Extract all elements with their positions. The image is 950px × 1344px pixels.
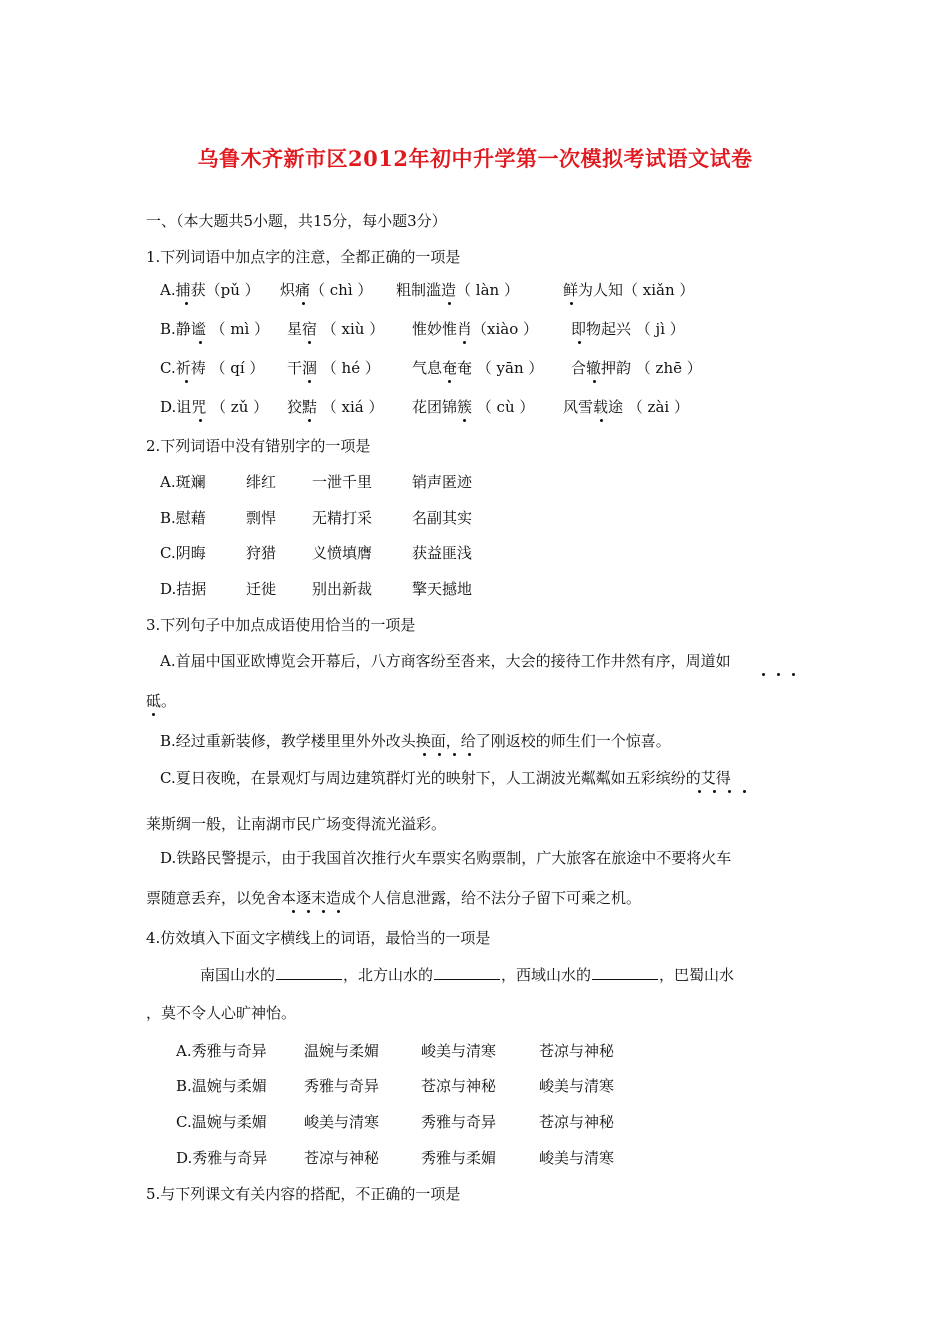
fill-blank [434,964,500,980]
option-term: B.慰藉 [160,509,206,527]
emphasis-dot [448,380,451,383]
option-term: B.静谧 （ mì ） [160,320,270,338]
question-3-stem: 3.下列句子中加点成语使用恰当的一项是 [146,616,416,634]
option-term: 剽悍 [246,509,277,527]
fill-blank [276,964,342,980]
option-term: 秀雅与奇异 [304,1077,380,1095]
emphasis-dot [185,302,188,305]
option-term: 峻美与清寒 [304,1113,380,1131]
option-term: C.温婉与柔媚 [176,1113,267,1131]
question-1-stem: 1.下列词语中加点字的注意，全都正确的一项是 [146,248,461,266]
option-term: 风雪载途 （ zài ） [563,398,689,416]
q4-passage-line2: ，莫不令人心旷神怡。 [146,1004,297,1022]
option-term: 鲜为人知（ xiǎn ） [563,281,695,299]
option-term: D.拮据 [160,580,207,598]
emphasis-dot [777,673,780,676]
question-2-stem: 2.下列词语中没有错别字的一项是 [146,437,371,455]
option-term: A.捕获（pǔ ） [160,281,260,299]
option-term: 粗制滥造（ làn ） [396,281,519,299]
option-term: 无精打采 [312,509,373,527]
emphasis-dot [698,790,701,793]
emphasis-dot [728,790,731,793]
option-term: 迁徙 [246,580,277,598]
option-term: C.阴晦 [160,544,206,562]
option-term: 秀雅与柔媚 [421,1149,497,1167]
option-term: 狡黠 （ xiá ） [287,398,384,416]
option-term: D.诅咒 （ zǔ ） [160,398,269,416]
emphasis-dot [713,790,716,793]
option-term: 获益匪浅 [412,544,473,562]
option-term: B.温婉与柔媚 [176,1077,267,1095]
option-term: 即物起兴 （ jì ） [571,320,685,338]
option-term: 气息奄奄 （ yān ） [412,359,544,377]
option-term: 炽痛（ chì ） [280,281,373,299]
emphasis-dot [199,341,202,344]
emphasis-dot [307,910,310,913]
emphasis-dot [453,753,456,756]
option-term: 苍凉与神秘 [421,1077,497,1095]
option-term: 别出新裁 [312,580,373,598]
passage-text: ，巴蜀山水 [659,966,735,984]
emphasis-dot [762,673,765,676]
emphasis-dot [308,380,311,383]
option-term: 名副其实 [412,509,473,527]
emphasis-dot [308,419,311,422]
q3-option-d-line1: D.铁路民警提示，由于我国首次推行火车票实名购票制，广大旅客在旅途中不要将火车 [160,849,732,867]
emphasis-dot [448,302,451,305]
q3-option-c-line2: 莱斯绸一般，让南湖市民广场变得流光溢彩。 [146,815,447,833]
option-term: 绯红 [246,473,277,491]
emphasis-dot [570,302,573,305]
emphasis-dot [463,341,466,344]
option-term: 苍凉与神秘 [539,1113,615,1131]
option-term: 苍凉与神秘 [304,1149,380,1167]
emphasis-dot [185,380,188,383]
fill-blank [592,964,658,980]
emphasis-dot [423,753,426,756]
emphasis-dot [593,380,596,383]
passage-text: ，北方山水的 [343,966,434,984]
q3-option-d-line2: 票随意丢弃，以免舍本逐末造成个人信息泄露，给不法分子留下可乘之机。 [146,889,642,907]
q3-option-a-line2: 砥。 [146,692,177,710]
option-term: 星宿 （ xiù ） [287,320,385,338]
emphasis-dot [600,419,603,422]
emphasis-dot [438,753,441,756]
emphasis-dot [302,302,305,305]
option-term: 义愤填膺 [312,544,373,562]
option-term: 一泄千里 [312,473,373,491]
emphasis-dot [292,910,295,913]
option-term: 峻美与清寒 [421,1042,497,1060]
option-term: A.斑斓 [160,473,206,491]
emphasis-dot [468,753,471,756]
option-term: C.祈祷 （ qí ） [160,359,265,377]
option-term: A.秀雅与奇异 [176,1042,267,1060]
option-term: 干涸 （ hé ） [287,359,380,377]
option-term: 惟妙惟肖（xiào ） [412,320,538,338]
question-5-stem: 5.与下列课文有关内容的搭配，不正确的一项是 [146,1185,461,1203]
option-term: 合辙押韵 （ zhē ） [571,359,702,377]
emphasis-dot [792,673,795,676]
question-4-stem: 4.仿效填入下面文字横线上的词语，最恰当的一项是 [146,929,491,947]
option-term: 销声匿迹 [412,473,473,491]
option-term: 苍凉与神秘 [539,1042,615,1060]
section-heading: 一、（本大题共5小题，共15分，每小题3分） [146,212,447,230]
emphasis-dot [199,419,202,422]
option-term: 温婉与柔媚 [304,1042,380,1060]
emphasis-dot [322,910,325,913]
q4-passage-line1 [200,964,734,986]
option-term: D.秀雅与奇异 [176,1149,268,1167]
emphasis-dot [743,790,746,793]
emphasis-dot [152,713,155,716]
passage-text: 南国山水的 [200,966,276,984]
option-term: 秀雅与奇异 [421,1113,497,1131]
option-term: 峻美与清寒 [539,1149,615,1167]
passage-text: ，西域山水的 [501,966,592,984]
q3-option-b: B.经过重新装修，教学楼里里外外改头换面，给了刚返校的师生们一个惊喜。 [160,732,671,750]
option-term: 擎天撼地 [412,580,473,598]
exam-title: 乌鲁木齐新市区2012年初中升学第一次模拟考试语文试卷 [197,146,753,171]
option-term: 花团锦簇 （ cù ） [412,398,535,416]
emphasis-dot [578,341,581,344]
emphasis-dot [337,910,340,913]
emphasis-dot [463,419,466,422]
q3-option-a-line1: A.首届中国亚欧博览会开幕后，八方商客纷至沓来，大会的接待工作井然有序，周道如 [160,652,731,670]
option-term: 狩猎 [246,544,277,562]
q3-option-c-line1: C.夏日夜晚，在景观灯与周边建筑群灯光的映射下，人工湖波光粼粼如五彩缤纷的艾得 [160,769,731,787]
option-term: 峻美与清寒 [539,1077,615,1095]
emphasis-dot [308,341,311,344]
